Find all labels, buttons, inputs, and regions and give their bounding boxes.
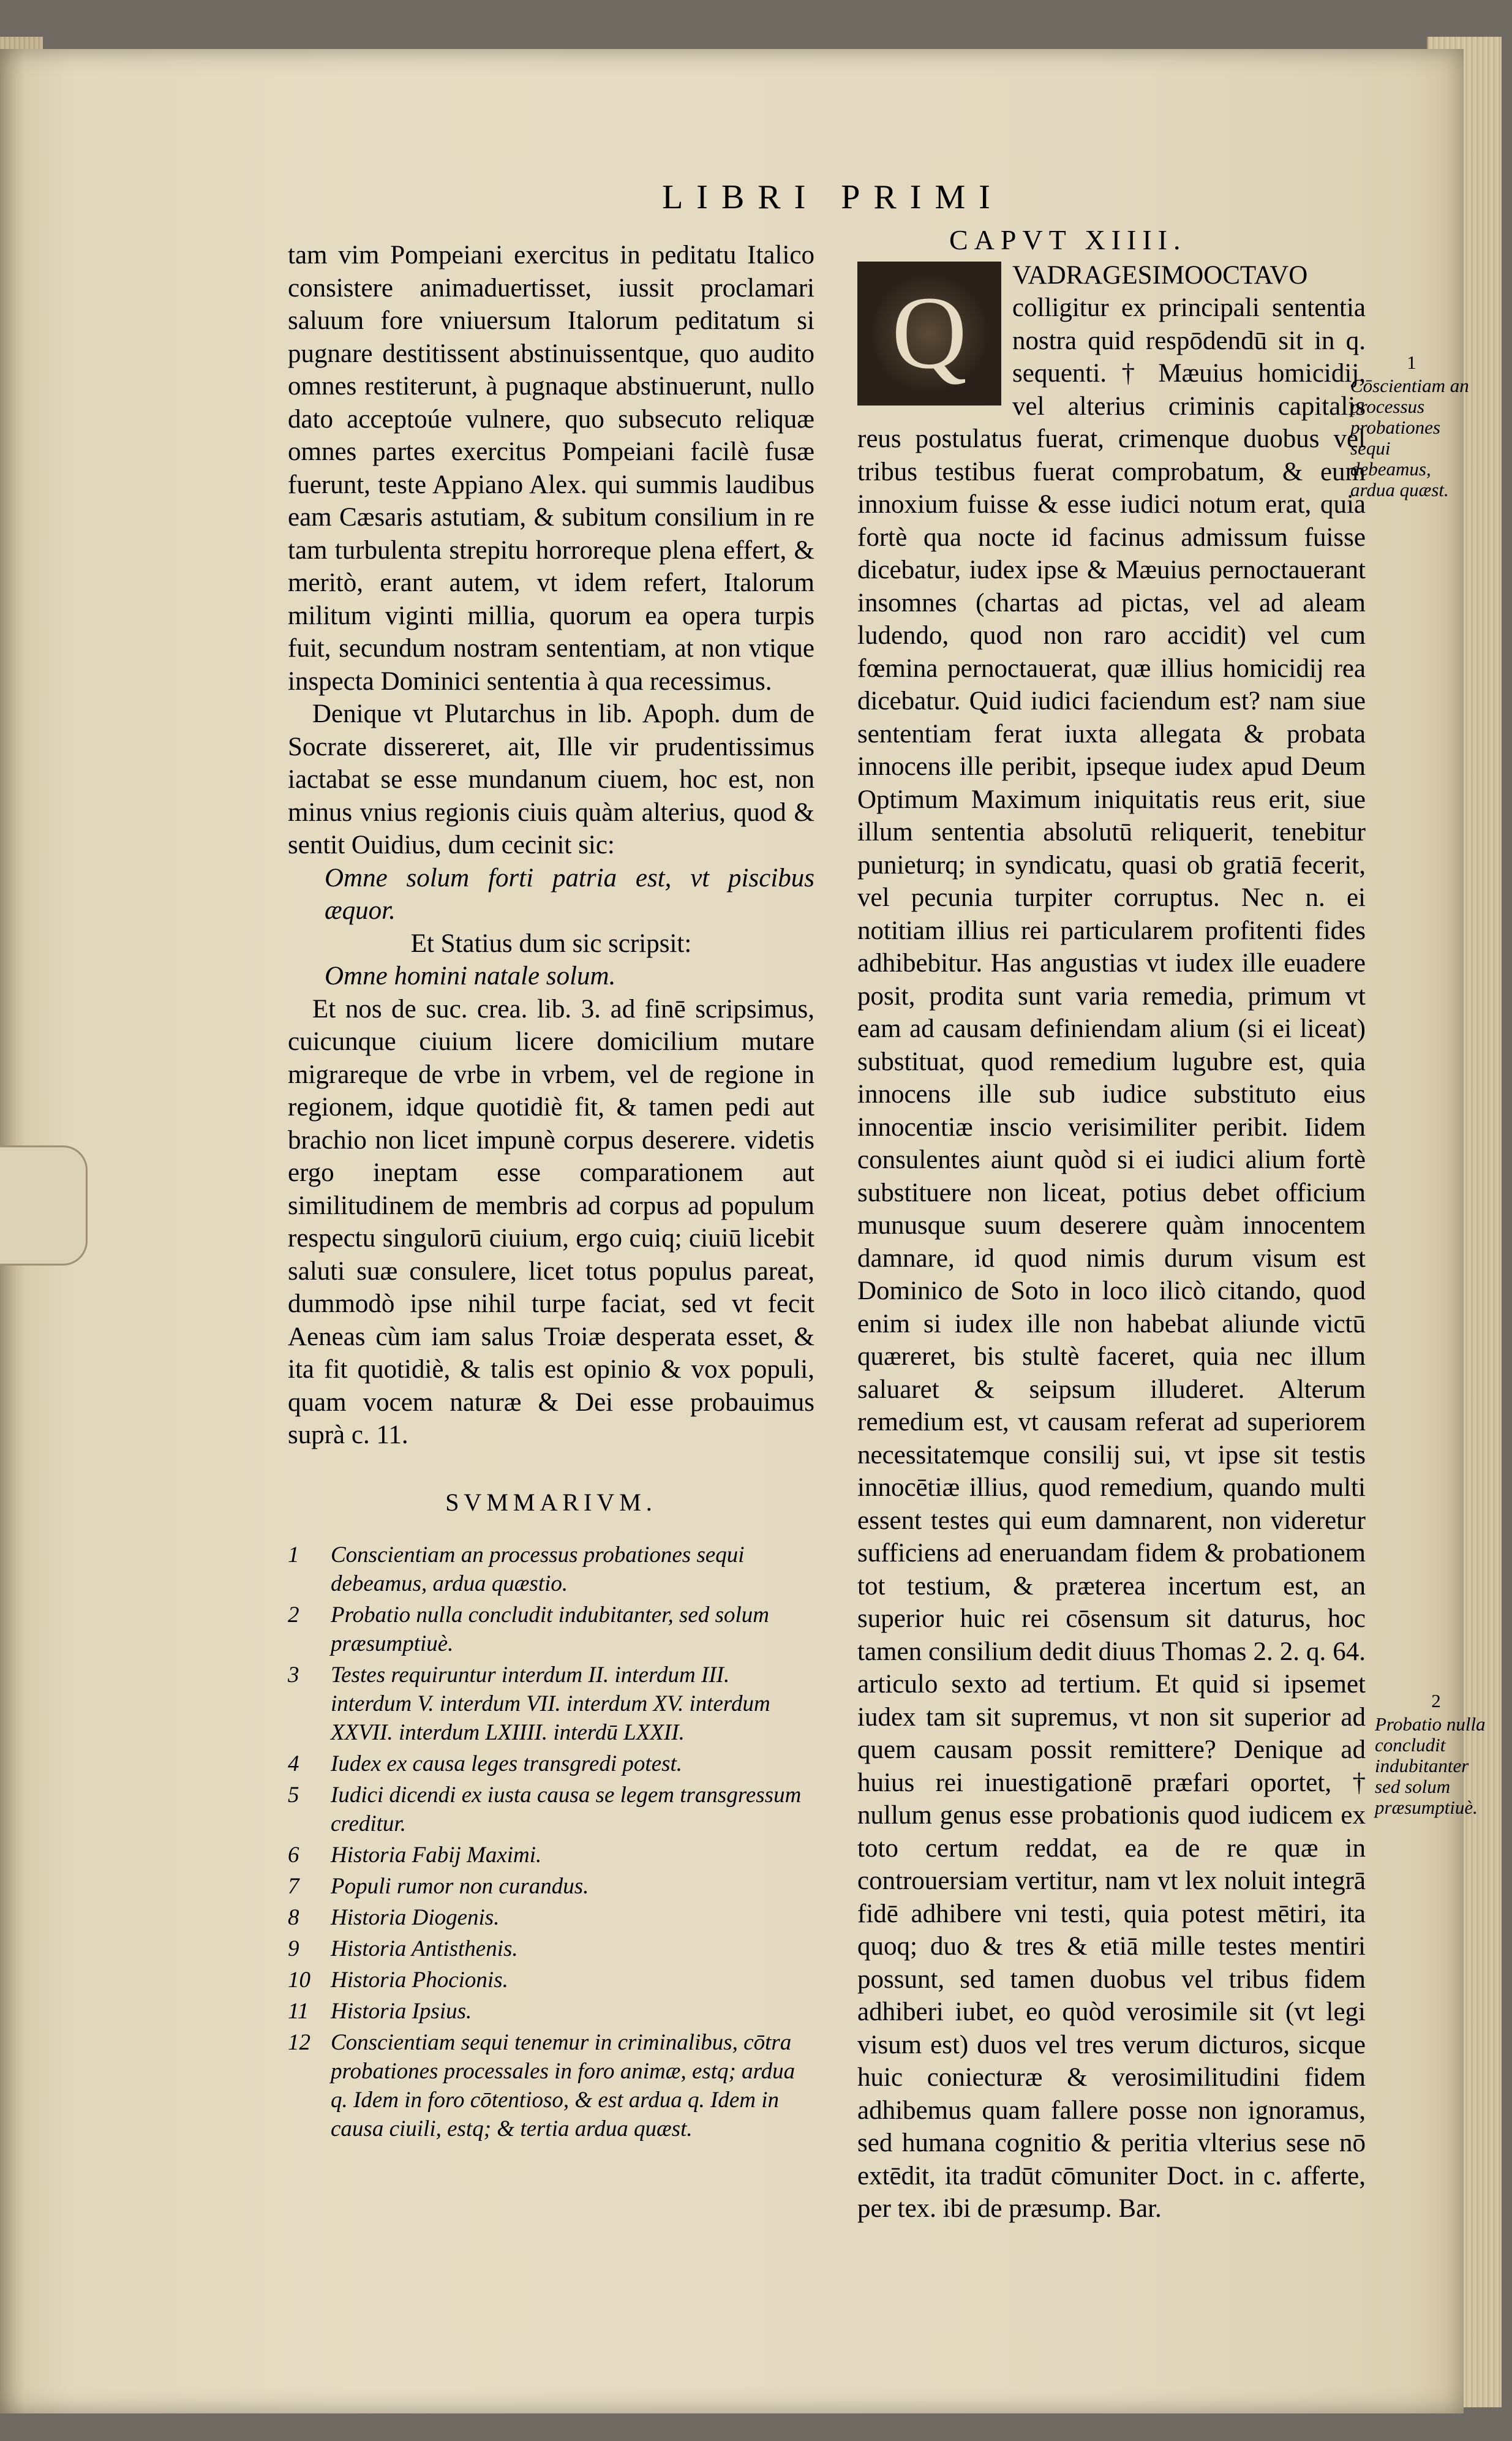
summary-number: 5 — [288, 1783, 299, 1808]
summary-text: Iudex ex causa leges transgredi potest. — [331, 1751, 683, 1776]
summary-number: 4 — [288, 1751, 299, 1776]
summary-text: Iudici dicendi ex iusta causa se legem transgressum creditur. — [331, 1783, 802, 1836]
summary-text: Historia Fabij Maximi. — [331, 1843, 542, 1868]
summary-text: Historia Diogenis. — [331, 1905, 500, 1930]
summary-item — [288, 1749, 814, 1778]
summary-text: Historia Antisthenis. — [331, 1936, 518, 1961]
summary-item — [288, 1781, 814, 1838]
left-paragraph-2: Denique vt Plutarchus in lib. Apoph. dum de Socrate dissereret, ait, Ille vir prudentissimus iactabat se esse mundanum ciuem, hoc est, non minus vnius regionis ciuis quàm alterius, quod & sentit Ouidius, dum cecinit sic: — [288, 700, 814, 859]
summary-text: Populi rumor non curandus. — [331, 1874, 589, 1899]
marginal-note-1 — [1350, 352, 1473, 500]
summary-number: 9 — [288, 1936, 299, 1961]
right-column — [857, 224, 1366, 2225]
summary-number: 12 — [288, 2030, 310, 2055]
summary-item — [288, 2028, 814, 2143]
summary-text: Historia Phocionis. — [331, 1968, 508, 1993]
summary-item — [288, 1934, 814, 1963]
decorated-initial: Q — [857, 262, 1001, 406]
marginal-text: Probatio nulla concludit indubitanter sed solum præsumptiuè. — [1375, 1713, 1486, 1818]
summary-item — [288, 1966, 814, 1994]
summary-item — [288, 1997, 814, 2026]
verse-ovid: Omne solum forti patria est, vt piscibus æquor. — [325, 863, 814, 925]
marginal-note-2 — [1375, 1691, 1497, 1818]
summary-item — [288, 1541, 814, 1598]
summary-number: 11 — [288, 1999, 309, 2024]
summary-list — [288, 1541, 814, 2143]
chapter-text: VADRAGESIMOOCTAVO colligitur ex principali sententia nostra quid respōdendū sit in q. sequenti. † Mæuius homicidij, vel alterius criminis capitalis reus postulatus fuerat, crimenque duobus vel tribus testibus fuerat comprobatum, & eum innoxium fuisse & esse iudici notum erat, quia fortè qua nocte id facinus admissum fuisse dicebatur, iudex ipse & Mæuius pernoctauerant insomnes (chartas ad pictas, vel ad aleam ludendo, quod non raro accidit) vel cum fœmina pernoctauerat, quæ illius homicidij rea dicebatur. Quid iudici faciendum est? nam siue sententiam ferat iuxta allegata & probata innocens ille peribit, ipseque iudex apud Deum Optimum Maximum iniquitatis reus erit, siue illum sententia absolutū reliquerit, tenebitur punieturq; in syndicatu, quasi ob gratiā fecerit, vel pecunia turpiter corruptus. Nec n. ei notitiam illius rei particularem profitenti fides adhibebitur. Has angustias vt iudex ille euadere posit, prodita sunt varia remedia, primum vt eam ad causam definiendam alium (si ei liceat) substituat, quod remedium lugubre est, quia innocens ille sub iudice substituto eius innocentiæ inscio verisimiliter peribit. Iidem consulentes aiunt quòd si ei iudici alium fortè substituere non liceat, potius debet officium munusque suum deserere quàm innocentem damnare, id quod nimis durum visum est Dominico de Soto in loco ilicò citando, quod enim si iudex ille non habebat aliunde victū quæreret, bis stultè faceret, quia nec illum saluaret & seipsum illuderet. Alterum remedium est, vt causam referat ad superiorem necessitatemque consilij sui, vt ipse sit testis innocētiæ illius, quod remedium, quando multi essent testes qui eum damnarent, non videretur sufficiens ad eneruandam fidem & probationem tot testium, & præterea incertum est, an superior huic rei cōsensum sit daturus, hoc tamen consilium dedit diuus Thomas 2. 2. q. 64. articulo sexto ad tertium. Et quid si ipsemet iudex tam sit supremus, vt non sit superior ad quem causam possit remittere? Denique ad huius rei inuestigationē præfari oportet, † nullum genus esse probationis quod iudicem ex toto certum reddat, ea de re quæ in controuersiam vertitur, nam vt lex noluit integrā fidē adhibere vni testi, quia potest mētiri, ita quoq; duo & tres & etiā mille testes mentiri possunt, sed tamen duobus vel tribus fidem adhiberi iubet, eo quòd verosimile sit (vt legi visum est) duos vel tres verum dicturos, sicque huic coniecturæ & verosimilitudini fidem adhibemus quam fallere posse non ignoramus, sed humana cognitio & peritia vlterius sese nō extēdit, ita tradūt cōmuniter Doct. in c. afferte, per tex. ibi de præsump. Bar. — [857, 260, 1366, 2223]
summary-text: Historia Ipsius. — [331, 1999, 472, 2024]
right-paragraph — [857, 259, 1366, 2225]
summary-number: 10 — [288, 1968, 310, 1993]
summary-item — [288, 1601, 814, 1658]
summary-item — [288, 1872, 814, 1901]
summary-item — [288, 1903, 814, 1932]
summary-number: 8 — [288, 1905, 299, 1930]
verse-intro: Et Statius dum sic scripsit: — [410, 929, 692, 958]
summary-text: Testes requiruntur interdum II. interdum III. interdum V. interdum VII. interdum XV. interdum XXVII. interdum LXIIII. interdū LXXII. — [331, 1662, 770, 1745]
summary-number: 1 — [288, 1542, 299, 1568]
summary-item — [288, 1661, 814, 1747]
running-header: LIBRI PRIMI — [662, 178, 1004, 216]
summary-title: SVMMARIVM. — [445, 1488, 657, 1516]
marginal-number: 1 — [1407, 352, 1416, 373]
summary-number: 2 — [288, 1602, 299, 1628]
marginal-text: Cōscientiam an processus probationes sequi debeamus, ardua quæst. — [1350, 375, 1469, 500]
left-paragraph-1: tam vim Pompeiani exercitus in peditatu Italico consistere animaduertisset, iussit proclamari saluum fore vniuersum Italorum peditatum si pugnare destitissent abstinuissentque, quo audito omnes restiterunt, à pugnaque abstinuerunt, nullo dato acceptoúe vulnere, quo subsecuto reliquæ omnes partes exercitus Pompeiani facilè fusæ fuerunt, teste Appiano Alex. qui summis laudibus eam Cæsaris astutiam, & subitum consilium in re tam turbulenta strepitu horroreque plena effert, & meritò, erant autem, vt idem refert, Italorum militum viginti millia, quorum ea opera turpis fuit, secundum nostram sententiam, at non vtique inspecta Dominici sententia à qua recessimus. — [288, 241, 814, 696]
summary-text: Conscientiam sequi tenemur in criminalibus, cōtra probationes processales in foro animæ, estq; ardua q. Idem in foro cōtentioso, & est ardua q. Idem in causa ciuili, estq; & tertia ardua quæst. — [331, 2030, 795, 2141]
summary-text: Probatio nulla concludit indubitanter, sed solum præsumptiuè. — [331, 1602, 769, 1656]
summary-number: 7 — [288, 1874, 299, 1899]
left-column — [288, 239, 814, 2146]
summary-number: 6 — [288, 1843, 299, 1868]
marginal-number: 2 — [1431, 1690, 1441, 1711]
page-clip — [0, 1145, 88, 1266]
summary-text: Conscientiam an processus probationes sequi debeamus, ardua quæstio. — [331, 1542, 745, 1596]
verse-statius: Omne homini natale solum. — [325, 962, 616, 990]
summary-item — [288, 1841, 814, 1869]
left-paragraph-3: Et nos de suc. crea. lib. 3. ad finē scripsimus, cuicunque ciuium licere domicilium mutare migrareque de vrbe in vrbem, vel de regione in regionem, idque quotidiè fit, & tamen pedi aut brachio non licet impunè corpus deserere. videtis ergo ineptam esse comparationem aut similitudinem de membris ad corpus ad populum respectu singulorū ciuium, ergo cuiq; ciuiū licebit saluti suæ consulere, licet totus populus pareat, dummodò ipse nihil turpe faciat, sed vt fecit Aeneas cùm iam salus Troiæ desperata esset, & ita fit quotidiè, & talis est opinio & vox populi, quam vocem naturæ & Dei esse probauimus suprà c. 11. — [288, 994, 814, 1449]
summary-number: 3 — [288, 1662, 299, 1688]
chapter-heading: CAPVT XIIII. — [949, 224, 1187, 255]
